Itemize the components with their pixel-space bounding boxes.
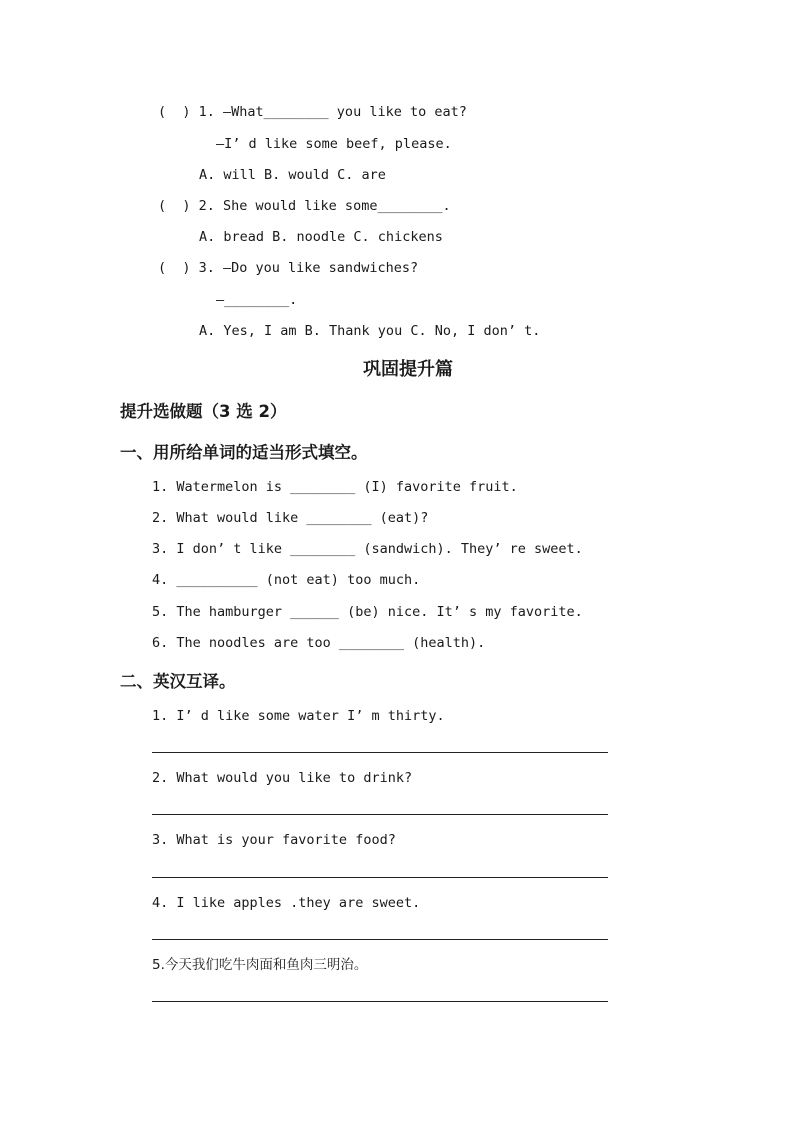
part1-item-4: 4. __________ (not eat) too much.: [152, 572, 421, 588]
part1-item-2: 2. What would like ________ (eat)?: [152, 510, 429, 526]
part2-item-5: 5.今天我们吃牛肉面和鱼肉三明治。: [152, 957, 368, 973]
mc-question-1-reply: —I’ d like some beef, please.: [216, 136, 452, 152]
part2-item-1: 1. I’ d like some water I’ m thirty.: [152, 708, 445, 724]
part1-item-1: 1. Watermelon is ________ (I) favorite fruit.: [152, 479, 518, 495]
part1-item-6: 6. The noodles are too ________ (health).: [152, 635, 486, 651]
part2-item-3: 3. What is your favorite food?: [152, 832, 396, 848]
answer-line-5[interactable]: [152, 1001, 608, 1002]
subtitle: 提升选做题（3 选 2）: [120, 402, 287, 421]
mc-question-2-options: A. bread B. noodle C. chickens: [199, 229, 443, 245]
mc-question-3-options: A. Yes, I am B. Thank you C. No, I don’ t.: [199, 323, 541, 339]
mc-question-1: ( ) 1. —What________ you like to eat?: [158, 104, 467, 120]
answer-line-2[interactable]: [152, 814, 608, 815]
mc-question-3: ( ) 3. —Do you like sandwiches?: [158, 260, 419, 276]
mc-question-3-reply: —________.: [216, 292, 298, 308]
mc-question-1-options: A. will B. would C. are: [199, 167, 386, 183]
part1-item-5: 5. The hamburger ______ (be) nice. It’ s my favorite.: [152, 604, 583, 620]
answer-line-1[interactable]: [152, 752, 608, 753]
part1-heading: 一、用所给单词的适当形式填空。: [120, 443, 368, 462]
part1-item-3: 3. I don’ t like ________ (sandwich). They’ re sweet.: [152, 541, 583, 557]
part2-item-2: 2. What would you like to drink?: [152, 770, 413, 786]
part2-item-4: 4. I like apples .they are sweet.: [152, 895, 421, 911]
mc-question-2: ( ) 2. She would like some________.: [158, 198, 451, 214]
answer-line-4[interactable]: [152, 939, 608, 940]
answer-line-3[interactable]: [152, 877, 608, 878]
section-title: 巩固提升篇: [363, 359, 453, 380]
part2-heading: 二、英汉互译。: [120, 672, 236, 691]
